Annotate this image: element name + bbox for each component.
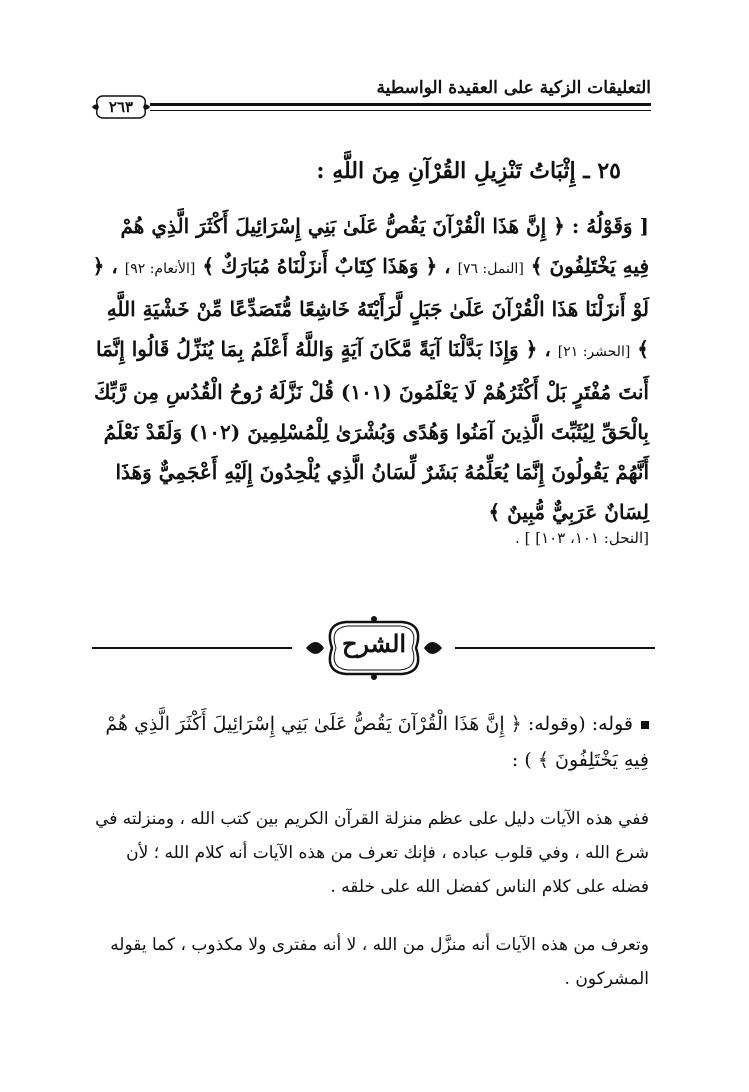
sharh-ornament <box>302 614 446 682</box>
verse-reference: [الحشر: ٢١] <box>557 344 631 360</box>
page-number: ٢٦٣ <box>108 98 134 116</box>
verse-reference: [الأنعام: ٩٢] <box>124 261 196 277</box>
header-rule-thick <box>150 103 651 106</box>
commentary-paragraph: وتعرف من هذه الآيات أنه منزَّل من الله ، لا أنه مفترى ولا مكذوب ، كما يقوله المشركون . <box>110 935 649 989</box>
matn-part-4: ، ﴿ وَإِذَا بَدَّلْنَا آيَةً مَّكَانَ آيَةٍ وَاللَّهُ أَعْلَمُ بِمَا يُنَزِّلُ قَالُوا إِنَّمَا أَنتَ مُفْتَرٍ بَلْ أَكْثَرُهُمْ لَا يَعْلَمُونَ (١٠١) قُلْ نَزَّلَهُ رُوحُ الْقُدُسِ مِن رَّبِّكَ بِالْحَقِّ لِيُثَبِّتَ الَّذِينَ آمَنُوا وَهُدًى وَبُشْرَىٰ لِلْمُسْلِمِينَ (١٠٢) وَلَقَدْ نَعْلَمُ أَنَّهُمْ يَقُولُونَ إِنَّمَا يُعَلِّمُهُ بَشَرٌ لِّسَانُ الَّذِي يُلْحِدُونَ إِلَيْهِ أَعْجَمِيٌّ وَهَذَا لِسَانٌ عَرَبِيٌّ مُّبِينٌ ﴾ <box>94 337 649 524</box>
square-bullet-icon <box>641 721 649 729</box>
matn-citation: [النحل: ١٠١، ١٠٣] ] . <box>515 529 649 547</box>
page-number-ornament <box>90 92 152 122</box>
sharh-divider-left <box>92 647 292 649</box>
commentary-quote: قوله: (وقوله: ﴿ إِنَّ هَذَا الْقُرْآنَ يَقُصُّ عَلَىٰ بَنِي إِسْرَائِيلَ أَكْثَرَ الَّذِي هُمْ فِيهِ يَخْتَلِفُونَ ﴾ ) : <box>105 713 649 771</box>
matn-part-2: ، ﴿ وَهَذَا كِتَابٌ أَنزَلْنَاهُ مُبَارَكٌ ﴾ <box>202 254 451 278</box>
matn-text <box>92 206 649 532</box>
commentary-paragraph: ففي هذه الآيات دليل على عظم منزلة القرآن الكريم بين كتب الله ، ومنزلته في شرع الله ، وفي قلوب عباده ، فإنك تعرف من هذه الآيات أنه كلام الله ؛ لأن فضله على كلام الناس كفضل الله على خلقه . <box>95 809 649 897</box>
section-heading: ٢٥ ـ إِثْبَاتُ تَنْزِيلِ القُرْآنِ مِنَ اللَّهِ : <box>316 158 621 184</box>
matn-part-1: [ وَقَوْلُهُ : ﴿ إِنَّ هَذَا الْقُرْآنَ يَقُصُّ عَلَىٰ بَنِي إِسْرَائِيلَ أَكْثَرَ الَّذِي هُمْ فِيهِ يَخْتَلِفُونَ ﴾ <box>120 214 649 278</box>
sharh-divider-right <box>455 647 655 649</box>
matn-part-3: ، ﴿ لَوْ أَنزَلْنَا هَذَا الْقُرْآنَ عَلَىٰ جَبَلٍ لَّرَأَيْتَهُ خَاشِعًا مُّتَصَدِّعًا مِّنْ خَشْيَةِ اللَّهِ ﴾ <box>92 254 649 361</box>
verse-reference: [النمل: ٧٦] <box>457 261 524 277</box>
sharh-label: الشرح <box>341 629 407 658</box>
running-header-title: التعليقات الزكية على العقيدة الواسطية <box>376 78 651 98</box>
commentary-heading <box>92 706 649 778</box>
header-rule-thin <box>150 110 651 111</box>
